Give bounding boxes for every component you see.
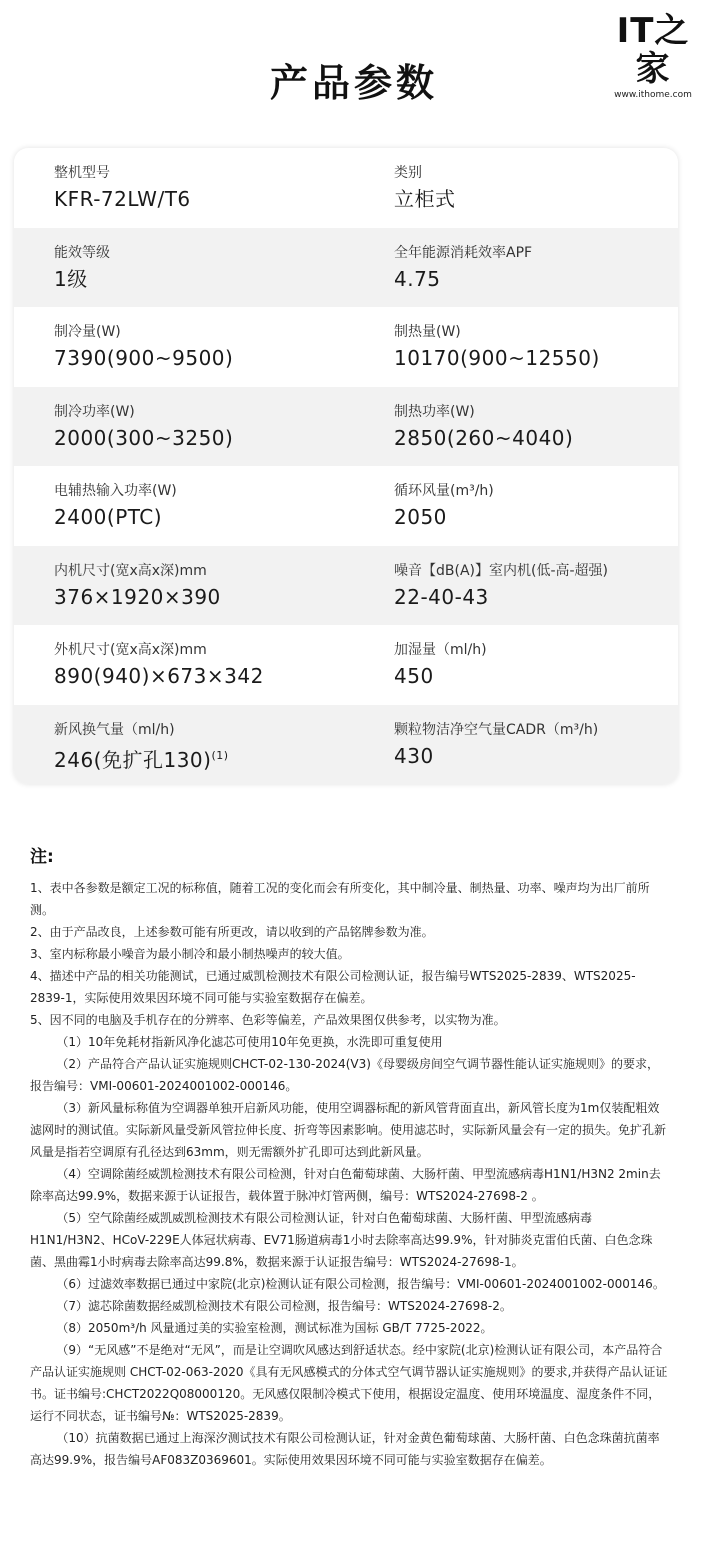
- note-sub-item: （4）空调除菌经威凯检测技术有限公司检测，针对白色葡萄球菌、大肠杆菌、甲型流感病毒H1N1/H3N2 2min去除率高达99.9%，数据来源于认证报告，载体置于脉冲灯管两侧，编号：WTS2024-27698-2 。: [30, 1167, 661, 1203]
- param-value-text: 246(免扩孔130): [54, 747, 212, 772]
- page-title: 产品参数: [269, 61, 438, 105]
- param-value: 7390(900~9500): [54, 346, 234, 370]
- param-label: 内机尺寸(宽x高x深)mm: [54, 562, 207, 579]
- param-value: 2000(300~3250): [54, 425, 234, 450]
- param-label: 制热功率(W): [394, 403, 475, 420]
- param-label: 新风换气量（ml/h): [54, 721, 175, 738]
- param-label: 噪音【dB(A)】室内机(低-高-超强): [394, 562, 609, 579]
- param-value: 立柜式: [394, 187, 456, 211]
- param-label: 制冷功率(W): [54, 403, 135, 420]
- param-value: 430: [394, 743, 434, 768]
- param-row: [14, 148, 678, 228]
- param-value: 22-40-43: [394, 584, 489, 609]
- param-value: 450: [394, 664, 434, 688]
- note-sub-item: （6）过滤效率数据已通过中家院(北京)检测认证有限公司检测，报告编号：VMI-00601-2024001002-000146。: [56, 1277, 665, 1291]
- note-sub-item: （9）“无风感”不是绝对“无风”，而是让空调吹风感达到舒适状态。经中家院(北京)检测认证有限公司，本产品符合产品认证实施规则 CHCT-02-063-2020《具有无风感模式的分体式空气调节器认证实施规则》的要求,并获得产品认证证书。证书编号:CHCT2022Q08000120。无风感仅限制冷模式下使用，根据设定温度、使用环境温度、湿度条件不同，运行不同状态，证书编号№：WTS2025-2839。: [30, 1343, 668, 1423]
- note-item: 1、表中各参数是额定工况的标称值，随着工况的变化而会有所变化，其中制冷量、制热量、功率、噪声均为出厂前所测。: [30, 881, 650, 917]
- param-label: 加湿量（ml/h): [394, 642, 487, 658]
- param-label: 制冷量(W): [54, 324, 121, 340]
- note-sub-item: （3）新风量标称值为空调器单独开启新风功能，使用空调器标配的新风管背面直出，新风管长度为1m仅装配粗效滤网时的测试值。实际新风量受新风管拉伸长度、折弯等因素影响。使用滤芯时，实际新风量会有一定的损失。免扩孔新风量是指若空调原有孔径达到63mm，则无需额外扩孔即可达到此新风量。: [30, 1101, 667, 1159]
- param-label: 外机尺寸(宽x高x深)mm: [54, 642, 207, 658]
- param-row: [14, 546, 678, 626]
- param-label: 制热量(W): [394, 324, 461, 340]
- notes-section: [30, 842, 670, 1471]
- param-row: [14, 466, 678, 546]
- param-value: 2850(260~4040): [394, 425, 574, 450]
- param-value: 10170(900~12550): [394, 346, 600, 370]
- param-value: 890(940)×673×342: [54, 664, 264, 688]
- param-value: 2050: [394, 505, 447, 529]
- note-sub-item: （8）2050m³/h 风量通过美的实验室检测，测试标准为国标 GB/T 7725-2022。: [56, 1321, 493, 1335]
- param-label: 颗粒物洁净空气量CADR（m³/h): [394, 721, 599, 738]
- note-sub-item: （2）产品符合产品认证实施规则CHCT-02-130-2024(V3)《母婴级房间空气调节器性能认证实施规则》的要求，报告编号：VMI-00601-2024001002-000146。: [30, 1057, 659, 1093]
- param-label: 能效等级: [54, 244, 110, 261]
- param-value: 1级: [54, 266, 88, 291]
- param-row: [14, 387, 678, 467]
- logo-url: www.ithome.com: [614, 90, 692, 100]
- param-row: [14, 705, 678, 785]
- param-value: 2400(PTC): [54, 505, 163, 529]
- param-table: [14, 148, 678, 784]
- logo-mark: IT之家: [616, 11, 690, 89]
- note-sub-item: （7）滤芯除菌数据经威凯检测技术有限公司检测，报告编号：WTS2024-27698-2。: [56, 1299, 512, 1313]
- param-row: [14, 625, 678, 705]
- param-row: [14, 228, 678, 308]
- param-label: 整机型号: [54, 165, 110, 181]
- param-value: KFR-72LW/T6: [54, 187, 191, 211]
- note-item: 2、由于产品改良，上述参数可能有所更改，请以收到的产品铭牌参数为准。: [30, 925, 434, 939]
- note-item: 5、因不同的电脑及手机存在的分辨率、色彩等偏差，产品效果图仅供参考，以实物为准。: [30, 1013, 506, 1027]
- note-item: 4、描述中产品的相关功能测试，已通过威凯检测技术有限公司检测认证，报告编号WTS2025-2839、WTS2025-2839-1，实际使用效果因环境不同可能与实验室数据存在偏差。: [30, 969, 636, 1005]
- param-value: 376×1920×390: [54, 584, 221, 609]
- param-label: 类别: [394, 165, 422, 181]
- notes-title: 注:: [30, 847, 54, 867]
- param-label: 全年能源消耗效率APF: [394, 244, 533, 261]
- note-sub-item: （1）10年免耗材指新风净化滤芯可使用10年免更换，水洗即可重复使用: [56, 1035, 443, 1049]
- note-sub-item: （5）空气除菌经威凯威凯检测技术有限公司检测认证，针对白色葡萄球菌、大肠杆菌、甲型流感病毒H1N1/H3N2、HCoV-229E人体冠状病毒、EV71肠道病毒1小时去除率高达99.9%，针对肺炎克雷伯氏菌、白色念珠菌、黑曲霉1小时病毒去除率高达99.8%，数据来源于认证报告编号：WTS2024-27698-1。: [30, 1211, 653, 1269]
- note-item: 3、室内标称最小噪音为最小制冷和最小制热噪声的较大值。: [30, 947, 350, 961]
- param-value: [54, 741, 229, 775]
- note-sub-item: （10）抗菌数据已通过上海深汐测试技术有限公司检测认证，针对金黄色葡萄球菌、大肠杆菌、白色念珠菌抗菌率高达99.9%，报告编号AF083Z0369601。实际使用效果因环境不同可能与实验室数据存在偏差。: [30, 1431, 660, 1467]
- param-label: 循环风量(m³/h): [394, 483, 494, 499]
- footnote-marker: (1): [211, 748, 229, 762]
- param-row: [14, 307, 678, 387]
- param-label: 电辅热输入功率(W): [54, 483, 177, 499]
- param-value: 4.75: [394, 266, 441, 291]
